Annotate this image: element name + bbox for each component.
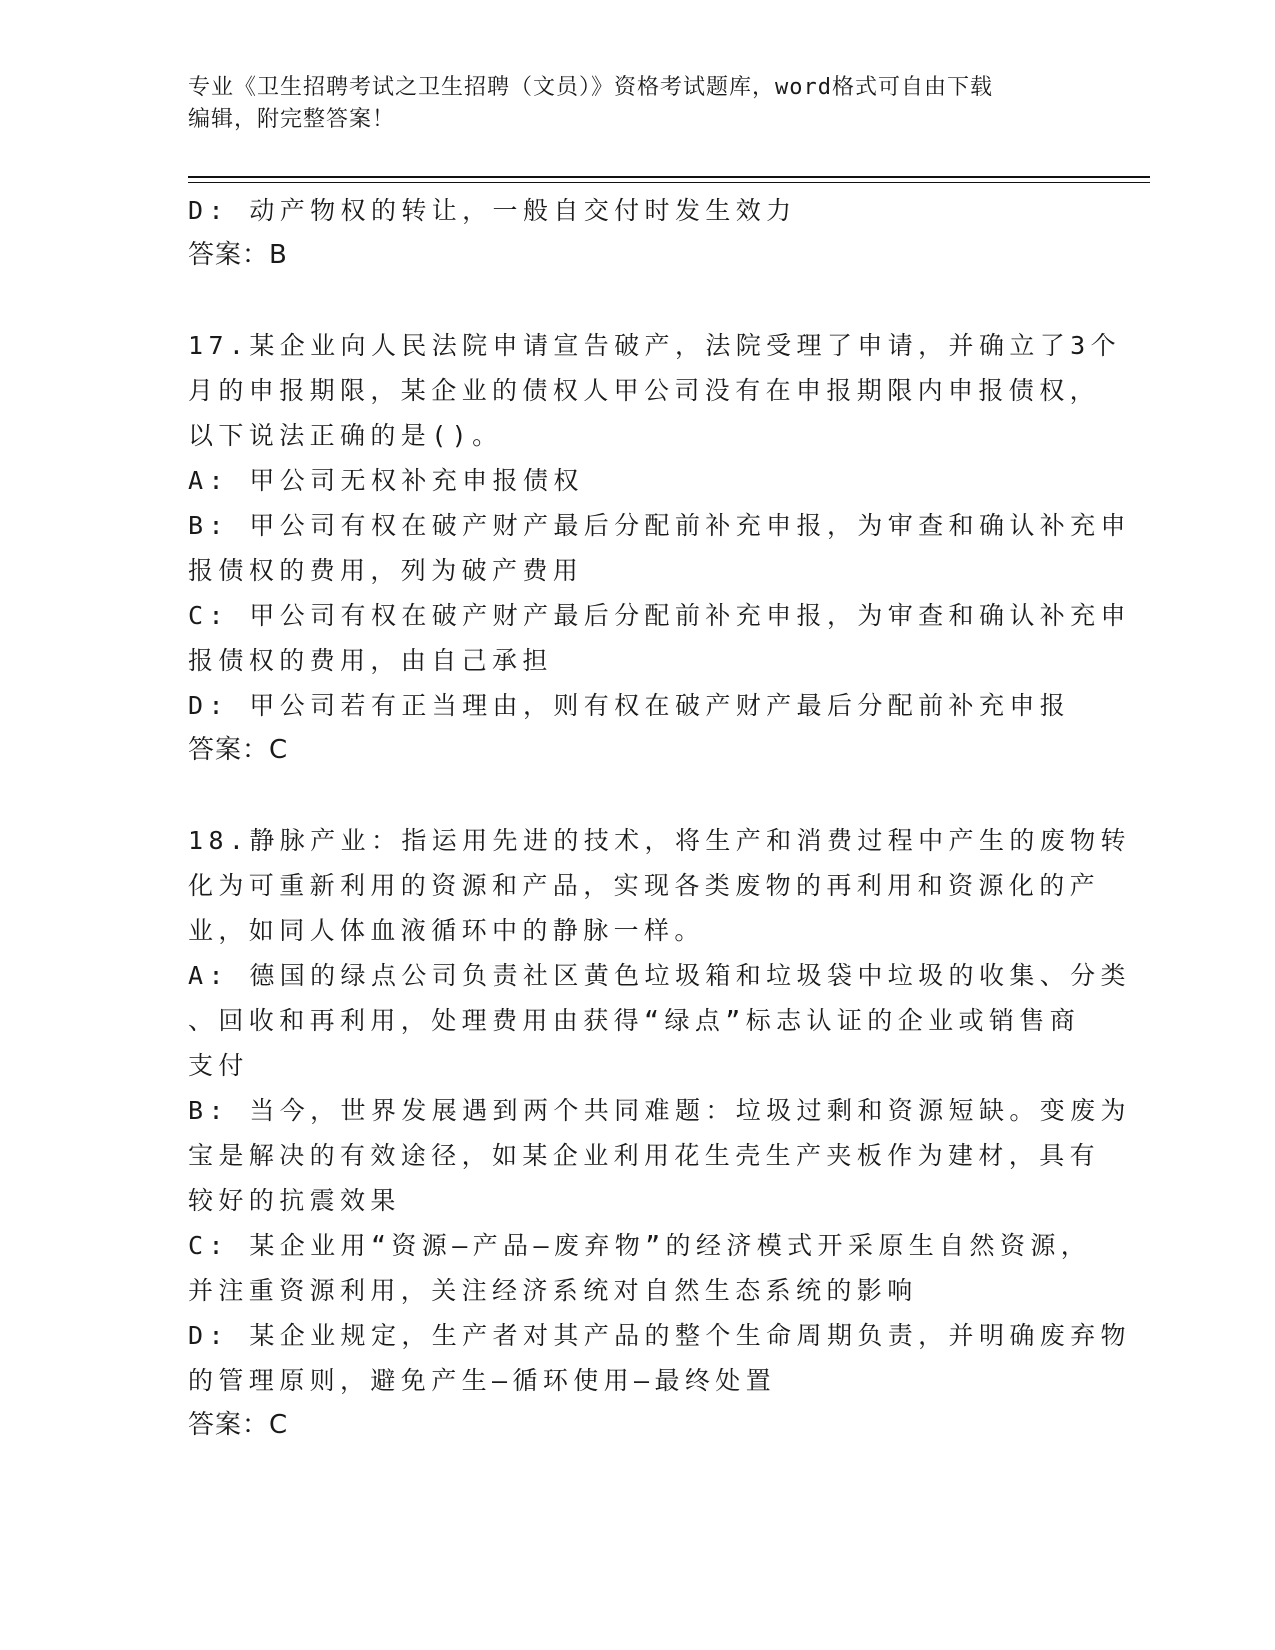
question-18 xyxy=(188,818,1131,1448)
option-b: B: 甲公司有权在破产财产最后分配前补充申报，为审查和确认补充申 xyxy=(188,511,1131,540)
question-16-tail xyxy=(188,188,1068,278)
question-content xyxy=(188,188,1131,1448)
answer-label: 答案：C xyxy=(188,1410,289,1440)
option-b: 报债权的费用，列为破产费用 xyxy=(188,556,584,585)
option-d: 的管理原则，避免产生—循环使用—最终处置 xyxy=(188,1366,777,1395)
spacer xyxy=(188,773,1068,818)
option-c: C: 甲公司有权在破产财产最后分配前补充申报，为审查和确认补充申 xyxy=(188,601,1131,630)
option-a: 支付 xyxy=(188,1051,249,1080)
option-c: 并注重资源利用，关注经济系统对自然生态系统的影响 xyxy=(188,1276,918,1305)
header-line-1: 专业《卫生招聘考试之卫生招聘（文员）》资格考试题库，word格式可自由下载 xyxy=(188,75,993,100)
option-b: 较好的抗震效果 xyxy=(188,1186,401,1215)
option-b: B: 当今，世界发展遇到两个共同难题：垃圾过剩和资源短缺。变废为 xyxy=(188,1096,1131,1125)
question-17 xyxy=(188,323,1131,773)
header-divider-thin xyxy=(188,182,1150,183)
option-d: D: 某企业规定，生产者对其产品的整个生命周期负责，并明确废弃物 xyxy=(188,1321,1131,1350)
option-a: A: 甲公司无权补充申报债权 xyxy=(188,466,584,495)
option-c: 报债权的费用，由自己承担 xyxy=(188,646,553,675)
option-b: 宝是解决的有效途径，如某企业利用花生壳生产夹板作为建材，具有 xyxy=(188,1141,1101,1170)
header-line-2: 编辑，附完整答案！ xyxy=(188,107,396,132)
option-d: D: 动产物权的转让，一般自交付时发生效力 xyxy=(188,196,797,225)
page-header xyxy=(188,72,1088,136)
question-stem: 业，如同人体血液循环中的静脉一样。 xyxy=(188,916,705,945)
question-stem: 月的申报期限，某企业的债权人甲公司没有在申报期限内申报债权， xyxy=(188,376,1101,405)
question-stem: 以下说法正确的是()。 xyxy=(188,421,503,450)
question-stem: 17.某企业向人民法院申请宣告破产，法院受理了申请，并确立了3个 xyxy=(188,331,1122,360)
question-stem: 化为可重新利用的资源和产品，实现各类废物的再利用和资源化的产 xyxy=(188,871,1101,900)
spacer xyxy=(188,278,1068,323)
header-divider-thick xyxy=(188,176,1150,178)
option-c: C: 某企业用“资源—产品—废弃物”的经济模式开采原生自然资源， xyxy=(188,1231,1092,1260)
answer-label: 答案：C xyxy=(188,735,289,765)
question-stem: 18.静脉产业：指运用先进的技术，将生产和消费过程中产生的废物转 xyxy=(188,826,1131,855)
option-a: A: 德国的绿点公司负责社区黄色垃圾箱和垃圾袋中垃圾的收集、分类 xyxy=(188,961,1131,990)
answer-label: 答案：B xyxy=(188,240,288,270)
option-a: 、回收和再利用，处理费用由获得“绿点”标志认证的企业或销售商 xyxy=(188,1006,1081,1035)
option-d: D: 甲公司若有正当理由，则有权在破产财产最后分配前补充申报 xyxy=(188,691,1071,720)
